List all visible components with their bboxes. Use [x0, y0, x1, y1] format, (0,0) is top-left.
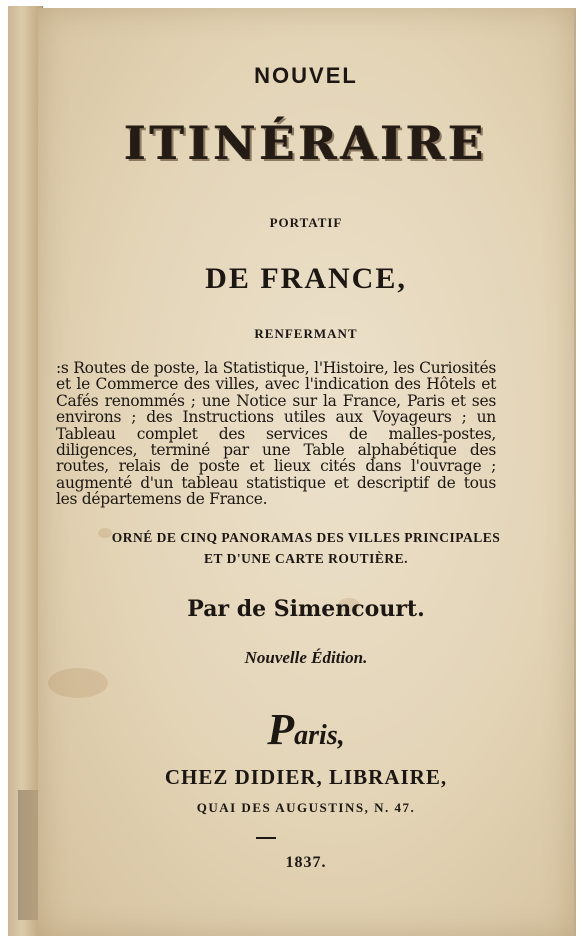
- publication-year: 1837.: [285, 854, 327, 871]
- title-portatif: PORTATIF: [269, 215, 343, 230]
- publisher-line: CHEZ DIDIER, LIBRAIRE,: [164, 765, 448, 789]
- title-de-france: DE FRANCE,: [205, 262, 407, 295]
- ornament-note: [38, 527, 574, 569]
- contents-description: :s Routes de poste, la Statistique, l'Histoire, les Curiosités et le Commerce des villes, avec l'indication des Hôtels et Cafés renommés ; une Notice sur la France, Paris et ses environs ; des Instructions utiles aux Voyageurs ; un Tableau complet des services de malles-postes, diligences, terminé par une Table alphabétique des routes, relais de poste et lieux cités dans l'ouvrage ; augmenté d'un tableau statistique et descriptif de tous les départemens de France.: [56, 359, 496, 509]
- edition-line: Nouvelle Édition.: [244, 648, 368, 667]
- title-renfermant: RENFERMANT: [254, 326, 358, 341]
- city-rest: aris,: [294, 720, 345, 751]
- title-nouvel: NOUVEL: [254, 63, 358, 88]
- paper-stain: [48, 668, 108, 698]
- title-page: [38, 8, 576, 936]
- ornament-note-line2: ET D'UNE CARTE ROUTIÈRE.: [203, 551, 409, 566]
- title-itineraire: ITINÉRAIRE: [124, 116, 488, 170]
- divider-rule: [256, 837, 276, 839]
- address-line: QUAI DES AUGUSTINS, N. 47.: [196, 800, 416, 815]
- ornament-note-line1: ORNÉ DE CINQ PANORAMAS DES VILLES PRINCIPALES: [111, 530, 501, 545]
- author-line: Par de Simencourt.: [187, 596, 425, 622]
- city-initial: P: [267, 705, 295, 754]
- imprint-city: [38, 704, 574, 755]
